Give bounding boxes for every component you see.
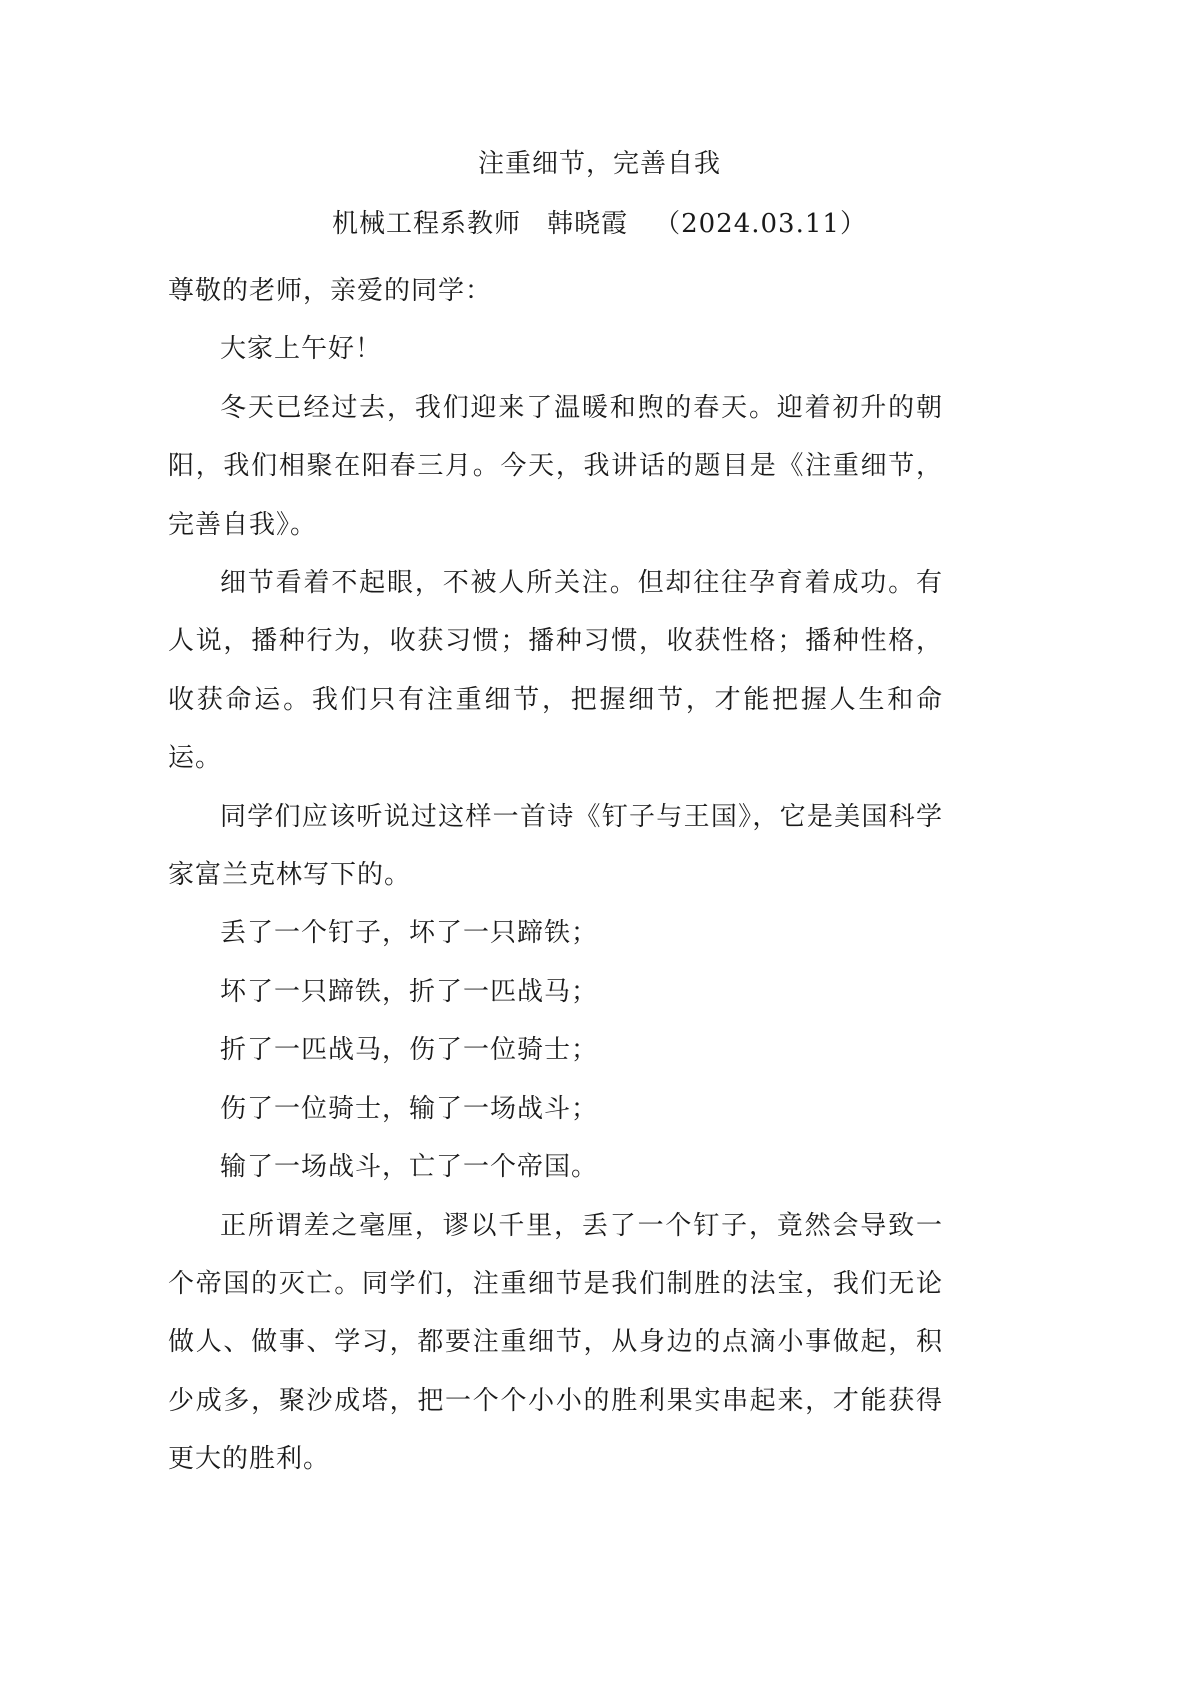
salutation: 尊敬的老师，亲爱的同学：: [168, 276, 493, 306]
paragraph: 大家上午好！: [220, 334, 383, 365]
paragraph: 冬天已经过去，我们迎来了温暖和煦的春天。迎着初升的朝阳，我们相聚在阳春三月。今天，我讲话的题目是《注重细节，完善自我》。: [168, 392, 943, 540]
author-name: 韩晓霞: [547, 209, 629, 239]
paragraph: 细节看着不起眼，不被人所关注。但却往往孕育着成功。有人说，播种行为，收获习惯；播种习惯，收获性格；播种性格，收获命运。我们只有注重细节，把握细节，才能把握人生和命运。: [168, 568, 943, 774]
poem-line: 丢了一个钉子，坏了一只蹄铁；: [220, 918, 599, 949]
poem-line: 输了一场战斗，亡了一个帝国。: [220, 1152, 599, 1183]
poem-line: 折了一匹战马，伤了一位骑士；: [220, 1035, 599, 1066]
paragraph: 正所谓差之毫厘，谬以千里，丢了一个钉子，竟然会导致一个帝国的灭亡。同学们，注重细节是我们制胜的法宝，我们无论做人、做事、学习，都要注重细节，从身边的点滴小事做起，积少成多，聚沙成塔，把一个个小小的胜利果实串起来，才能获得更大的胜利。: [168, 1210, 943, 1475]
poem-line: 伤了一位骑士，输了一场战斗；: [220, 1093, 599, 1124]
document-title: 注重细节，完善自我: [477, 149, 721, 179]
author-line: [0, 206, 1199, 242]
poem-line: 坏了一只蹄铁，折了一匹战马；: [220, 976, 599, 1007]
document-body: [168, 262, 943, 1489]
speech-date: （2024.03.11）: [654, 209, 867, 239]
paragraph: 同学们应该听说过这样一首诗《钉子与王国》，它是美国科学家富兰克林写下的。: [168, 801, 943, 891]
author-department: 机械工程系教师: [332, 209, 522, 239]
